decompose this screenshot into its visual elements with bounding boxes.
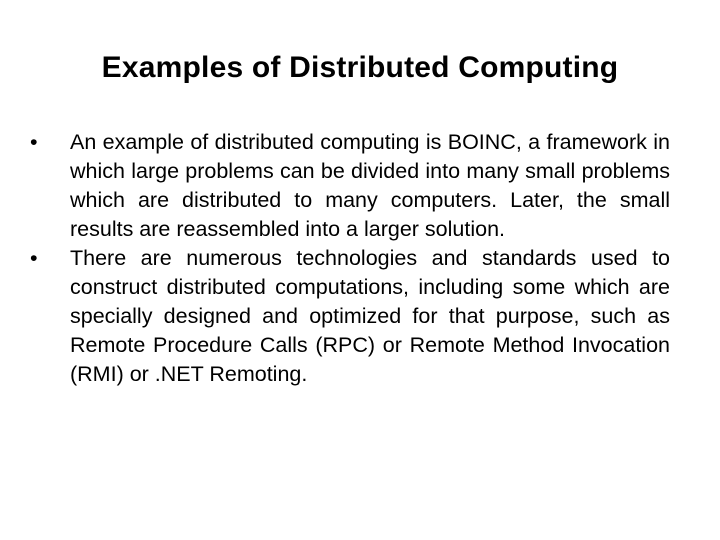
bullet-text: There are numerous technologies and standards used to construct distributed computations, including some which are specially designed and optimized for that purpose, such as Remote Procedure Calls (RPC) or Remote Method Invocation (RMI) or .NET Remoting.	[70, 246, 670, 386]
bullet-item	[28, 244, 670, 389]
bullet-dot-icon: •	[30, 130, 38, 154]
bullet-text: An example of distributed computing is BOINC, a framework in which large problems can be divided into many small problems which are distributed to many computers. Later, the small results are reassembled into a larger solution.	[70, 130, 670, 241]
slide-title: Examples of Distributed Computing	[101, 51, 619, 84]
bullet-dot-icon: •	[30, 246, 38, 270]
bullet-item	[28, 128, 670, 244]
bullet-list	[28, 128, 670, 389]
